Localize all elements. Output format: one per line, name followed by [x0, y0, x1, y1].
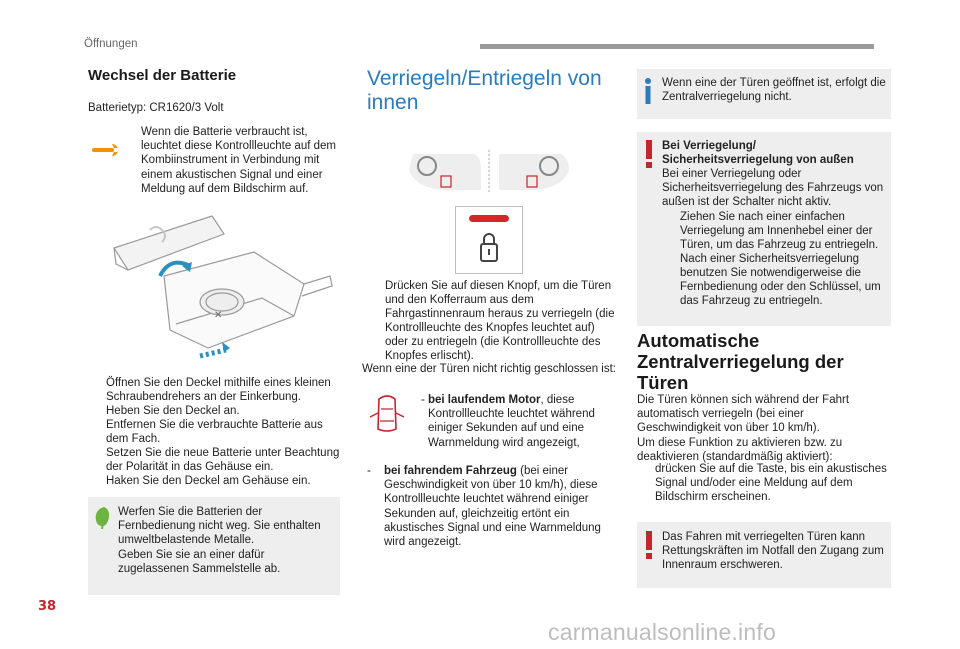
warning-title: Bei Verriegelung/ Sicherheitsverriegelung von außen — [662, 140, 854, 167]
driving-text — [384, 464, 620, 549]
padlock-icon — [480, 232, 498, 267]
key-fob-illustration — [104, 206, 336, 374]
warning-exclamation-icon — [645, 531, 653, 559]
list-item: Öffnen Sie den Deckel mithilfe eines kleinen Schraubendrehers an der Einkerbung. — [106, 377, 331, 403]
battery-warning-text: Wenn die Batterie verbraucht ist, leuchtet diese Kontrollleuchte auf dem Kombiinstrument in Verbindung mit einem akustischen Signal und einer Meldung auf dem Bildschirm auf. — [141, 126, 340, 195]
eco-note-box — [88, 497, 340, 595]
battery-steps — [88, 376, 340, 488]
list-item: Nach einer Sicherheitsverriegelung benutzen Sie notwendigerweise die Fernbedienung oder den Schlüssel, um das Fahrzeug zu entriegeln. — [680, 253, 881, 307]
list-item: Haken Sie den Deckel am Gehäuse ein. — [106, 475, 311, 487]
car-door-open-icon — [367, 393, 407, 435]
list-item: Entfernen Sie die verbrauchte Batterie aus dem Fach. — [106, 419, 323, 445]
list-item: Setzen Sie die neue Batterie unter Beachtung der Polarität in das Gehäuse ein. — [106, 447, 340, 473]
warning-text: Bei einer Verriegelung oder Sicherheitsverriegelung des Fahrzeugs von außen ist der Schalter nicht aktiv. — [662, 168, 884, 209]
wrench-icon — [92, 140, 126, 160]
door-lock-indicator-illustration — [405, 148, 573, 194]
header-rule — [480, 44, 874, 49]
leaf-icon — [93, 505, 115, 531]
section-label: Öffnungen — [84, 38, 138, 50]
lock-led-icon — [469, 215, 509, 222]
engine-running-detail: , diese Kontrollleuchte leuchtet während einiger Sekunden auf und eine Warnmeldung wird angezeigt, — [428, 394, 595, 449]
auto-lock-title: Automatische Zentralverriegelung der Türen — [637, 330, 844, 393]
info-note-text: Wenn eine der Türen geöffnet ist, erfolgt die Zentralverriegelung nicht. — [662, 77, 886, 104]
dash-mark: - — [367, 465, 371, 477]
lock-button-step: Drücken Sie auf diesen Knopf, um die Türen und den Kofferraum aus dem Fahrgastinnenraum heraus zu verriegeln (die Kontrollleuchte des Knopfes leuchtet auf) oder zu entriegeln (die Kontrollleuchte des Knopfes erlischt). — [385, 280, 615, 362]
lock-unlock-title: Verriegeln/Entriegeln von innen — [367, 67, 602, 114]
exterior-lock-warning-box — [637, 132, 891, 326]
info-note-box — [637, 69, 891, 119]
watermark: carmanualsonline.info — [548, 619, 776, 645]
list-item: drücken Sie auf die Taste, bis ein akustisches Signal und/oder eine Meldung auf dem Bildschirm erscheinen. — [655, 463, 887, 503]
page-number: 38 — [38, 599, 57, 614]
final-warning-box — [637, 522, 891, 588]
battery-change-title: Wechsel der Batterie — [88, 67, 237, 84]
info-icon — [643, 77, 653, 105]
list-item: Heben Sie den Deckel an. — [106, 405, 240, 417]
driving-label: bei fahrendem Fahrzeug — [384, 465, 517, 477]
door-open-text: Wenn eine der Türen nicht richtig geschlossen ist: — [362, 363, 616, 375]
warning-steps — [662, 210, 888, 308]
auto-lock-text: Die Türen können sich während der Fahrt automatisch verriegeln (bei einer Geschwindigkeit von über 10 km/h). Um diese Funktion zu aktivieren bzw. zu deaktivieren (standardmäßig aktiviert): — [637, 394, 850, 463]
svg-text:✕: ✕ — [214, 310, 223, 321]
list-item: Ziehen Sie nach einer einfachen Verriegelung am Innenhebel einer der Türen, um das Fahrzeug zu entriegeln. — [680, 211, 879, 251]
final-warning-text: Das Fahren mit verriegelten Türen kann Rettungskräften im Notfall den Zugang zum Innenraum erschweren. — [662, 531, 884, 572]
engine-running-label: bei laufendem Motor — [428, 394, 541, 406]
eco-note-text: Werfen Sie die Batterien der Fernbedienung nicht weg. Sie enthalten umweltbelastende Metalle. Geben Sie sie an einer dafür zugelassenen Sammelstelle ab. — [118, 506, 321, 575]
driving-detail: (bei einer Geschwindigkeit von über 10 km/h), diese Kontrollleuchte leuchtet während einiger Sekunden auf, gleichzeitig ertönt ein akustisches Signal und eine Warnmeldung wird angezeigt. — [384, 465, 601, 549]
battery-type: Batterietyp: CR1620/3 Volt — [88, 102, 224, 114]
engine-running-text — [428, 393, 616, 450]
warning-exclamation-icon — [645, 140, 653, 168]
auto-lock-steps — [637, 462, 889, 504]
central-lock-button — [455, 206, 523, 274]
dash-mark: - — [421, 394, 425, 406]
